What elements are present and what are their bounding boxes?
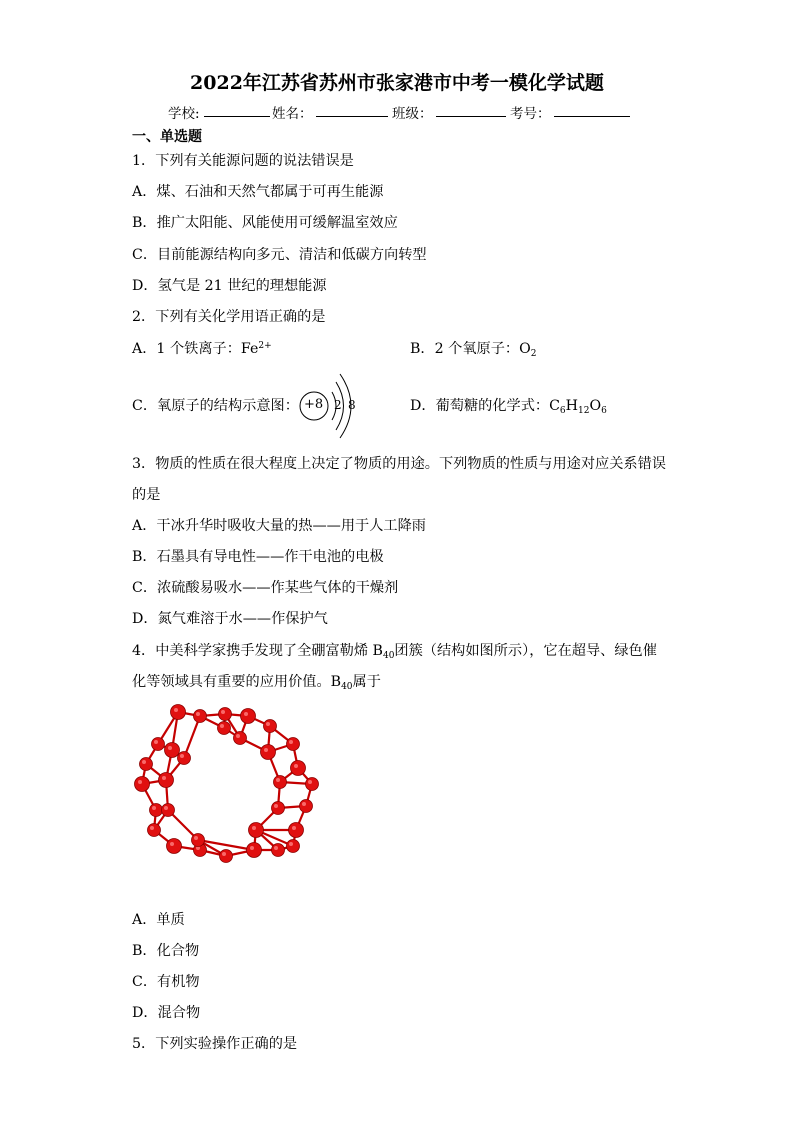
- boron-atom: [171, 705, 186, 720]
- boron-atom: [272, 802, 285, 815]
- question-3-option-a[interactable]: A．干冰升华时吸收大量的热——用于人工降雨: [132, 518, 426, 534]
- boron-atom: [247, 843, 262, 858]
- question-1-option-b[interactable]: B．推广太阳能、风能使用可缓解温室效应: [132, 215, 398, 231]
- boron-atom: [306, 778, 319, 791]
- question-1-option-a[interactable]: A．煤、石油和天然气都属于可再生能源: [132, 184, 384, 200]
- boron-atom: [272, 844, 285, 857]
- boron-atom: [152, 738, 165, 751]
- boron-atom: [264, 720, 277, 733]
- atom-highlight: [196, 712, 200, 716]
- atom-highlight: [164, 806, 168, 810]
- boron-atom: [234, 732, 247, 745]
- question-1-option-d[interactable]: D．氢气是 21 世纪的理想能源: [132, 278, 327, 294]
- question-3-stem-line1: 3．物质的性质在很大程度上决定了物质的用途。下列物质的性质与用途对应关系错误: [132, 456, 666, 472]
- question-4-stem-line2: [132, 671, 381, 691]
- stem-text: 化等领域具有重要的应用价值。B: [132, 674, 342, 690]
- boron-atom: [218, 722, 231, 735]
- page-title: 2022年江苏省苏州市张家港市中考一模化学试题: [190, 72, 604, 94]
- formula-part: H: [565, 398, 579, 414]
- boron-atom: [135, 777, 150, 792]
- question-2-option-d[interactable]: [410, 395, 607, 415]
- atom-highlight: [302, 802, 306, 806]
- atom-highlight: [274, 804, 278, 808]
- atom-highlight: [142, 760, 146, 764]
- school-field[interactable]: [204, 102, 270, 119]
- atom-highlight: [252, 826, 256, 830]
- atom-highlight: [138, 780, 142, 784]
- subscript: 40: [382, 651, 395, 661]
- subscript: 12: [578, 406, 590, 416]
- boron-atom: [194, 710, 207, 723]
- boron-atom: [192, 834, 205, 847]
- question-4-option-a[interactable]: A．单质: [132, 912, 185, 928]
- question-3-option-d[interactable]: D．氮气难溶于水——作保护气: [132, 611, 328, 627]
- boron-atom: [159, 773, 174, 788]
- oxygen-atom-diagram: [296, 370, 366, 442]
- atom-highlight: [250, 846, 254, 850]
- boron-atom: [291, 761, 306, 776]
- boron-atom: [219, 708, 232, 721]
- nucleus-charge: +8: [304, 397, 324, 412]
- atom-highlight: [168, 746, 172, 750]
- atom-highlight: [289, 740, 293, 744]
- boron-atom: [287, 840, 300, 853]
- atom-highlight: [236, 734, 240, 738]
- charge-superscript: 2+: [258, 341, 272, 351]
- boron-atom: [249, 823, 264, 838]
- boron-atom: [162, 804, 175, 817]
- question-2-option-c[interactable]: [132, 395, 299, 415]
- atom-highlight: [154, 740, 158, 744]
- question-1-stem: 1．下列有关能源问题的说法错误是: [132, 153, 354, 169]
- atom-highlight: [194, 836, 198, 840]
- atom-highlight: [266, 722, 270, 726]
- question-4-stem-line1: [132, 640, 657, 660]
- section-heading: 一、单选题: [132, 129, 202, 145]
- stem-text: 团簇（结构如图所示），它在超导、绿色催: [394, 643, 657, 659]
- boron-atom: [241, 709, 256, 724]
- atom-highlight: [162, 776, 166, 780]
- subscript: 40: [341, 682, 353, 692]
- question-2-stem: 2．下列有关化学用语正确的是: [132, 309, 326, 325]
- question-3-stem-line2: 的是: [132, 487, 161, 503]
- boron-atom: [287, 738, 300, 751]
- atom-highlight: [152, 806, 156, 810]
- atom-highlight: [274, 846, 278, 850]
- stem-text: 4．中美科学家携手发现了全硼富勒烯 B: [132, 643, 383, 659]
- name-field[interactable]: [316, 102, 388, 119]
- boron-atom: [140, 758, 153, 771]
- school-label: 学校:: [168, 106, 200, 122]
- atom-highlight: [292, 826, 296, 830]
- atom-highlight: [180, 754, 184, 758]
- atom-highlight: [289, 842, 293, 846]
- boron-atom: [148, 824, 161, 837]
- boron-atom: [274, 776, 287, 789]
- atom-highlight: [150, 826, 154, 830]
- subscript: 2: [530, 349, 537, 359]
- question-3-option-c[interactable]: C．浓硫酸易吸水——作某些气体的干燥剂: [132, 580, 399, 596]
- question-3-option-b[interactable]: B．石墨具有导电性——作干电池的电极: [132, 549, 384, 565]
- class-label: 班级：: [392, 106, 433, 122]
- class-field[interactable]: [436, 102, 506, 119]
- boron-atom: [178, 752, 191, 765]
- boron-atom: [165, 743, 180, 758]
- atom-highlight: [294, 764, 298, 768]
- question-4-option-d[interactable]: D．混合物: [132, 1005, 201, 1021]
- atom-highlight: [264, 748, 268, 752]
- atom-highlight: [174, 708, 178, 712]
- question-4-option-c[interactable]: C．有机物: [132, 974, 200, 990]
- option-d-text: D．葡萄糖的化学式：C: [410, 398, 560, 414]
- atom-highlight: [220, 724, 224, 728]
- option-b-text: B．2 个氧原子：O: [410, 341, 531, 357]
- shell-2-electrons: 8: [348, 398, 356, 412]
- option-c-text: C．氧原子的结构示意图：: [132, 398, 299, 414]
- question-2-option-b[interactable]: [410, 338, 536, 358]
- exam-no-label: 考号：: [510, 106, 551, 122]
- boron-atom: [289, 823, 304, 838]
- atom-highlight: [221, 710, 225, 714]
- atom-highlight: [276, 778, 280, 782]
- subscript: 6: [559, 406, 566, 416]
- boron-atom: [261, 745, 276, 760]
- question-1-option-c[interactable]: C．目前能源结构向多元、清洁和低碳方向转型: [132, 247, 427, 263]
- atom-highlight: [170, 842, 174, 846]
- atom-highlight: [222, 852, 226, 856]
- question-2-option-a[interactable]: [132, 338, 272, 358]
- shell-1-electrons: 2: [334, 398, 342, 412]
- subscript: 6: [601, 406, 607, 416]
- stem-text: 属于: [352, 674, 381, 690]
- boron-atom: [220, 850, 233, 863]
- boron-atom: [300, 800, 313, 813]
- formula-part: O: [589, 398, 602, 414]
- question-5-stem: 5．下列实验操作正确的是: [132, 1036, 298, 1052]
- exam-no-field[interactable]: [554, 102, 630, 119]
- boron-atom: [150, 804, 163, 817]
- option-a-text: A．1 个铁离子：Fe: [132, 341, 259, 357]
- atom-highlight: [308, 780, 312, 784]
- atom-highlight: [244, 712, 248, 716]
- question-4-option-b[interactable]: B．化合物: [132, 943, 200, 959]
- boron-atom: [167, 839, 182, 854]
- name-label: 姓名：: [272, 106, 313, 122]
- b40-cluster-image: [128, 700, 320, 894]
